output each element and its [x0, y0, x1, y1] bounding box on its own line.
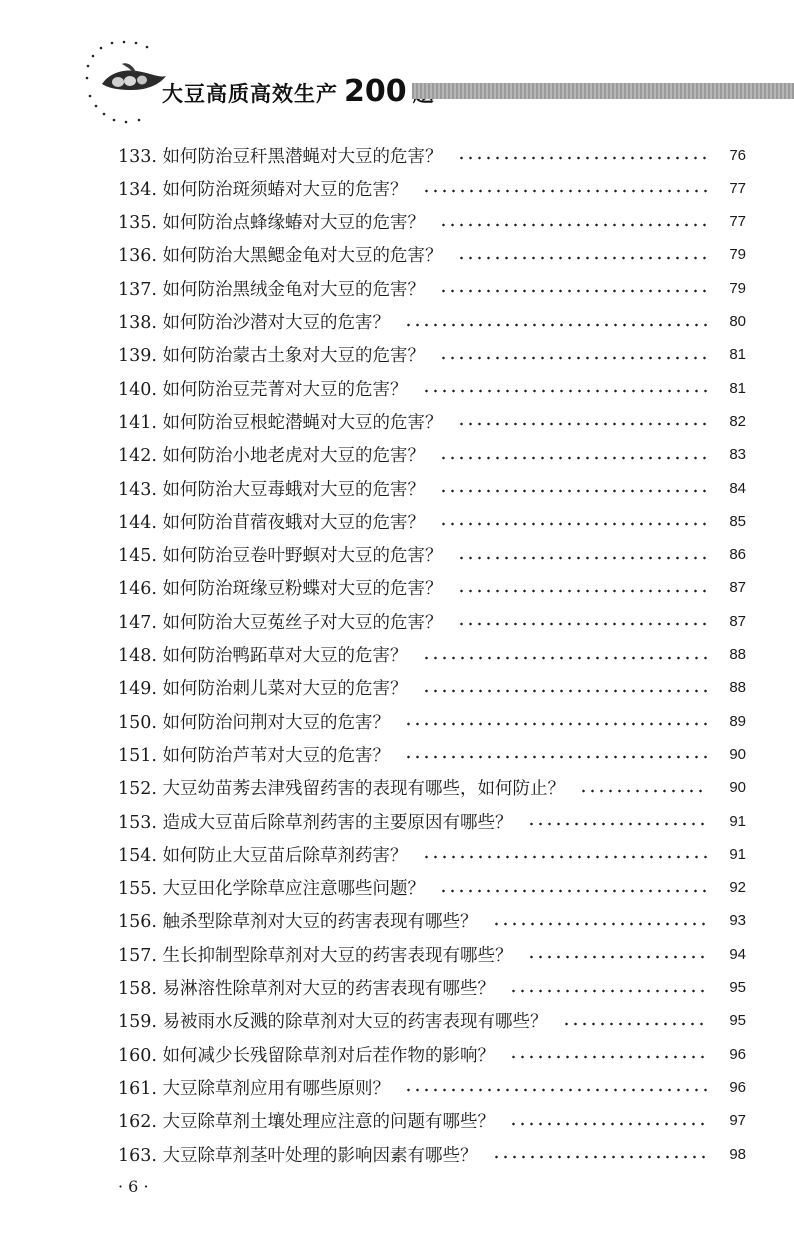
- toc-entry: [118, 207, 746, 237]
- toc-entry-title: 158. 易淋溶性除草剂对大豆的药害表现有哪些？: [118, 979, 496, 999]
- dot-leader: [404, 323, 708, 327]
- toc-entry-page: 79: [729, 279, 746, 297]
- dot-leader: [439, 289, 708, 293]
- dot-leader: [492, 1155, 708, 1159]
- toc-entry-title: 133. 如何防治豆秆黑潜蝇对大豆的危害？: [118, 146, 443, 167]
- dot-leader: [579, 789, 708, 793]
- dot-leader: [422, 689, 708, 693]
- toc-entry: [118, 873, 746, 903]
- toc-entry-page: 91: [729, 812, 746, 830]
- toc-entry: [118, 173, 746, 203]
- toc-entry-title: 148. 如何防治鸭跖草对大豆的危害？: [118, 646, 408, 666]
- dot-leader: [492, 922, 708, 926]
- dot-leader: [439, 522, 708, 526]
- toc-entry-title: 162. 大豆除草剂土壤处理应注意的问题有哪些？: [118, 1112, 496, 1133]
- toc-entry-page: 79: [729, 246, 746, 264]
- toc-entry-page: 83: [729, 446, 746, 464]
- dot-leader: [527, 822, 708, 826]
- toc-entry: [118, 540, 746, 570]
- toc-entry-page: 90: [729, 779, 746, 797]
- toc-entry-title: 146. 如何防治斑缘豆粉蝶对大豆的危害？: [118, 579, 443, 600]
- toc-entry-page: 86: [729, 546, 746, 564]
- toc-entry: [118, 406, 746, 436]
- toc-entry-title: 153. 造成大豆苗后除草剂药害的主要原因有哪些？: [118, 812, 513, 833]
- toc-entry-title: 156. 触杀型除草剂对大豆的药害表现有哪些？: [118, 912, 478, 933]
- toc-entry: [118, 273, 746, 303]
- dot-leader: [457, 156, 708, 160]
- toc-entry-title: 141. 如何防治豆根蛇潜蝇对大豆的危害？: [118, 412, 443, 433]
- dot-leader: [422, 855, 708, 859]
- book-title-prefix: 大豆高质高效生产: [162, 82, 338, 106]
- toc-entry: [118, 606, 746, 636]
- dot-leader: [422, 389, 708, 393]
- toc-entry-title: 134. 如何防治斑须蝽对大豆的危害？: [118, 179, 408, 200]
- toc-entry-page: 88: [729, 679, 746, 697]
- toc-entry-title: 154. 如何防止大豆苗后除草剂药害？: [118, 845, 408, 866]
- toc-entry-page: 90: [729, 745, 746, 763]
- toc-entry-title: 161. 大豆除草剂应用有哪些原则？: [118, 1078, 391, 1099]
- toc-entry: [118, 307, 746, 337]
- dot-leader: [457, 422, 708, 426]
- dot-leader: [404, 755, 708, 759]
- dot-leader: [422, 189, 708, 193]
- dot-leader: [404, 1088, 708, 1092]
- toc-entry-page: 95: [729, 1012, 746, 1030]
- toc-entry: [118, 373, 746, 403]
- toc-entry-page: 98: [729, 1145, 746, 1163]
- toc-entry-title: 163. 大豆除草剂茎叶处理的影响因素有哪些？: [118, 1145, 478, 1166]
- toc-entry-title: 135. 如何防治点蜂缘蝽对大豆的危害？: [118, 213, 426, 234]
- dot-leader: [457, 622, 708, 626]
- toc-entry-page: 95: [729, 979, 746, 996]
- toc-entry: [118, 1006, 746, 1036]
- toc-entry-page: 91: [729, 845, 746, 863]
- toc-entry: [118, 440, 746, 470]
- toc-entry-page: 94: [729, 945, 746, 963]
- toc-entry: [118, 906, 746, 936]
- toc-entry-title: 144. 如何防治苜蓿夜蛾对大豆的危害？: [118, 512, 426, 533]
- toc-entry: [118, 806, 746, 836]
- toc-entry: [118, 739, 746, 769]
- toc-entry: [118, 240, 746, 270]
- toc-entry-title: 142. 如何防治小地老虎对大豆的危害？: [118, 446, 426, 467]
- toc-entry: [118, 839, 746, 869]
- dot-leader: [562, 1022, 708, 1026]
- book-title: [162, 74, 435, 109]
- toc-entry-title: 138. 如何防治沙潜对大豆的危害？: [118, 313, 391, 333]
- toc-entry-page: 96: [729, 1078, 746, 1096]
- toc-entry-page: 89: [729, 712, 746, 730]
- toc-entry: [118, 673, 746, 703]
- toc-entry: [118, 1072, 746, 1102]
- dot-leader: [439, 223, 708, 227]
- dot-leader: [509, 989, 708, 993]
- toc-entry-page: 92: [729, 879, 746, 897]
- dot-leader: [527, 955, 708, 959]
- toc-entry-title: 147. 如何防治大豆菟丝子对大豆的危害？: [118, 612, 443, 633]
- dot-leader: [457, 589, 708, 593]
- toc-entry-title: 151. 如何防治芦苇对大豆的危害？: [118, 745, 391, 766]
- toc-entry-page: 85: [729, 512, 746, 530]
- toc-entry-page: 97: [729, 1112, 746, 1130]
- toc-entry: [118, 1039, 746, 1069]
- toc-entry-title: 137. 如何防治黑绒金龟对大豆的危害？: [118, 279, 426, 300]
- toc-entry-title: 143. 如何防治大豆毒蛾对大豆的危害？: [118, 479, 426, 500]
- toc-entry: [118, 640, 746, 670]
- dot-leader: [509, 1122, 708, 1126]
- dot-leader: [439, 456, 708, 460]
- toc-entry-title: 150. 如何防治问荆对大豆的危害？: [118, 712, 391, 733]
- dot-leader: [439, 889, 708, 893]
- toc-entry: [118, 573, 746, 603]
- toc-entry: [118, 939, 746, 969]
- dot-leader: [457, 556, 708, 560]
- toc-entry: [118, 340, 746, 370]
- toc-entry: [118, 973, 746, 1003]
- toc-entry: [118, 1106, 746, 1136]
- toc-entry-page: 93: [729, 912, 746, 930]
- toc-entry-page: 81: [729, 346, 746, 364]
- toc-entry-page: 96: [729, 1045, 746, 1063]
- dot-leader: [457, 256, 708, 260]
- toc-entry-title: 140. 如何防治豆芫菁对大豆的危害？: [118, 379, 408, 400]
- running-header: [0, 0, 794, 130]
- toc-entry-title: 159. 易被雨水反溅的除草剂对大豆的药害表现有哪些？: [118, 1012, 548, 1033]
- toc-entry-page: 77: [729, 213, 746, 231]
- toc-entry: [118, 773, 746, 803]
- toc-entry-title: 152. 大豆幼苗莠去津残留药害的表现有哪些，如何防止？: [118, 779, 566, 800]
- dot-leader: [439, 356, 708, 360]
- toc-entry-title: 155. 大豆田化学除草应注意哪些问题？: [118, 879, 426, 900]
- toc-entry-title: 136. 如何防治大黑鳃金龟对大豆的危害？: [118, 246, 443, 267]
- header-rule-bar: [412, 83, 794, 99]
- toc-entry: [118, 1139, 746, 1169]
- dot-leader: [404, 722, 708, 726]
- toc-entry: [118, 706, 746, 736]
- toc-entry-page: 88: [729, 646, 746, 663]
- toc-entry-page: 81: [729, 379, 746, 397]
- book-title-number: 200: [344, 74, 407, 109]
- toc-entry: [118, 506, 746, 536]
- toc-entry-page: 82: [729, 412, 746, 430]
- toc-entry-page: 76: [729, 146, 746, 164]
- dot-leader: [509, 1055, 708, 1059]
- page-number: · 6 ·: [118, 1177, 149, 1196]
- dot-leader: [439, 489, 708, 493]
- toc-entry-page: 87: [729, 579, 746, 597]
- toc-entry-title: 139. 如何防治蒙古土象对大豆的危害？: [118, 346, 426, 367]
- toc-entry-title: 157. 生长抑制型除草剂对大豆的药害表现有哪些？: [118, 945, 513, 966]
- toc-entry-page: 77: [729, 179, 746, 197]
- soybean-pod-icon: [96, 60, 168, 96]
- toc-entry-page: 80: [729, 313, 746, 330]
- toc-entry-title: 145. 如何防治豆卷叶野螟对大豆的危害？: [118, 546, 443, 567]
- toc-entry: [118, 473, 746, 503]
- dot-leader: [422, 656, 708, 660]
- toc-entry: [118, 140, 746, 170]
- toc-entry-page: 87: [729, 612, 746, 630]
- toc-entry-page: 84: [729, 479, 746, 497]
- toc-entry-title: 160. 如何减少长残留除草剂对后茬作物的影响？: [118, 1045, 496, 1066]
- toc-entry-title: 149. 如何防治刺儿菜对大豆的危害？: [118, 679, 408, 700]
